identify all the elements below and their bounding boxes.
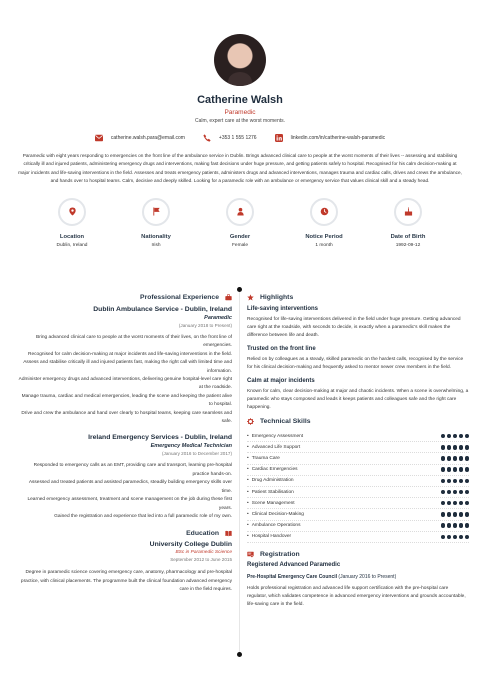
education-heading (14, 530, 232, 537)
phone-icon (203, 134, 211, 142)
stat-label: Date of Birth (390, 233, 426, 240)
job-bullet: Assessed and treated patients and assisted paramedics, steadily building emergency skills over time. (28, 480, 232, 494)
profile-summary: Paramedic with eight years responding to emergencies on the front line of the ambulance service in Dublin. Brings advanced clinical care to people at the worst moments of their lives -- assessing and stabilising critically ill and injured patients, administering emergency drugs and interventions, making fast decisions under huge pressure, and getting patients safely to hospital. Recognised for his calm decision-making at major incidents and life-saving interventions in the field. Assesses and treats emergency patients, administers drugs and advanced interventions, manages trauma and cardiac calls, drives and crews the ambulance, and hands over to hospital teams. Calm, decisive and deeply skilled. Looking for a paramedic role with an ambulance or emergency service that values clinical skill and a steady head. (18, 153, 462, 184)
education-heading-text: Education (186, 530, 219, 538)
timeline-bottom-dot (237, 652, 242, 657)
job-bullet: Drive and crew the ambulance and hand over clearly to hospital teams, keeping care seamless and safe. (21, 410, 232, 425)
skill-name: • Trauma Care (247, 456, 280, 461)
job-bullet: Learned emergency assessment, treatment and scene management on the job during these first years. (27, 497, 232, 511)
registration-title: Registered Advanced Paramedic (247, 561, 341, 568)
job-dates: (January 2016 to December 2017) (162, 451, 232, 457)
email-text: catherine.walsh.para@email.com (110, 135, 185, 141)
skill-level-dot (447, 467, 452, 472)
skill-row (247, 487, 469, 498)
skills-heading (247, 418, 469, 425)
skill-level-dot (447, 535, 452, 540)
skill-level-dots (441, 512, 470, 517)
highlight-title: Calm at major incidents (247, 378, 315, 384)
job-bullet: Gained the registration and experience that led into a full paramedic role of my own. (54, 513, 232, 519)
resume-header (0, 0, 480, 142)
clock-icon (320, 207, 329, 216)
highlight-item (247, 306, 469, 340)
skill-level-dots (441, 445, 470, 450)
stat-value: Female (232, 242, 248, 248)
skill-level-dot (447, 512, 452, 517)
job-title: Paramedic (204, 315, 232, 321)
stat-nationality (126, 198, 186, 248)
skill-level-dot (447, 445, 452, 450)
stat-label: Gender (229, 233, 251, 240)
stat-date-of-birth (378, 198, 438, 248)
job-bullet: Bring advanced clinical care to people at the worst moments of their lives, on the front line of emergencies. (36, 335, 232, 349)
skill-level-dot (453, 490, 458, 495)
registration-dates: (January 2016 to Present) (338, 573, 397, 580)
phone-text: +353 1 555 1276 (218, 135, 257, 141)
linkedin-icon (275, 134, 283, 142)
skill-level-dot (441, 467, 446, 472)
skill-level-dot (465, 501, 470, 506)
skill-level-dot (453, 434, 458, 439)
skill-level-dot (447, 490, 452, 495)
skill-name: • Scene Management (247, 501, 295, 506)
skill-row (247, 442, 469, 453)
skill-level-dot (447, 434, 452, 439)
skill-level-dot (453, 535, 458, 540)
skill-level-dots (441, 479, 470, 484)
stat-value: Dublin, Ireland (56, 242, 88, 248)
skill-level-dot (441, 523, 446, 528)
skill-row (247, 532, 469, 543)
job-bullet: Administer emergency drugs and advanced interventions, delivering genuine hospital-level care right at the roadside. (18, 377, 232, 391)
certificate-icon (247, 551, 254, 558)
profile-photo (214, 34, 266, 86)
skill-row (247, 476, 469, 487)
highlight-item (247, 378, 469, 412)
candidate-tagline: Calm, expert care at the worst moments. (194, 118, 286, 124)
skill-level-dot (459, 434, 464, 439)
skills-list (247, 431, 469, 543)
skill-level-dots (441, 523, 470, 528)
skill-level-dot (447, 456, 452, 461)
job-company: Dublin Ambulance Service - Dublin, Ireland (93, 306, 232, 313)
skill-level-dot (441, 456, 446, 461)
candidate-role: Paramedic (224, 109, 256, 116)
registration-text: Holds professional registration and advanced life support certification with the pre-hospital care regulator, which validates competence in advanced emergency interventions and grounds accountable, life-saving care in the field. (247, 585, 466, 607)
education-dates: September 2012 to June 2015 (170, 557, 232, 563)
job-bullet: Assess and stabilise critically ill and injured patients fast, making the right call with limited time and information. (23, 360, 232, 374)
education-school: University College Dublin (149, 541, 232, 549)
job-bullets (14, 334, 232, 426)
skill-level-dot (465, 512, 470, 517)
job-entry (14, 434, 232, 521)
skill-name: • Ambulance Operations (247, 523, 300, 528)
skill-level-dots (441, 535, 470, 540)
stat-value: 1 month (315, 242, 333, 248)
job-bullet: Recognised for calm decision-making at major incidents and life-saving interventions in the field. (28, 351, 232, 357)
stat-label: Nationality (141, 233, 171, 240)
skill-name: • Clinical Decision-Making (247, 512, 304, 517)
job-company: Ireland Emergency Services - Dublin, Ireland (88, 434, 232, 442)
skill-name: • Advanced Life Support (247, 445, 300, 450)
cake-icon (404, 207, 413, 216)
skill-level-dot (459, 535, 464, 540)
person-icon (236, 207, 245, 216)
envelope-icon (95, 134, 103, 142)
job-bullet: Manage trauma, cardiac and medical emergencies, leading the scene and keeping the patient alive to hospital. (21, 393, 232, 408)
skill-level-dot (441, 535, 446, 540)
location-pin-icon (68, 207, 77, 216)
education-degree: BSc in Paramedic Science (175, 550, 232, 556)
skill-row (247, 453, 469, 464)
skill-level-dots (441, 467, 470, 472)
skill-row (247, 498, 469, 509)
job-bullets (14, 462, 232, 521)
skill-level-dot (459, 523, 464, 528)
skill-level-dot (465, 445, 470, 450)
highlight-text: Recognised for life-saving interventions delivered in the field under huge pressure. Getting advanced care right at the roadside, with seconds to decide, is exactly when a paramedic's skill makes the difference between life and death. (247, 317, 461, 338)
timeline-line (239, 292, 240, 652)
skill-row (247, 465, 469, 476)
book-icon (225, 530, 232, 537)
left-column (14, 294, 232, 595)
right-column (247, 294, 469, 609)
skill-level-dot (459, 501, 464, 506)
skill-level-dot (441, 512, 446, 517)
skill-level-dot (441, 434, 446, 439)
skill-level-dot (453, 467, 458, 472)
skill-level-dot (459, 512, 464, 517)
highlight-title: Life-saving interventions (247, 306, 319, 312)
skill-level-dot (459, 467, 464, 472)
gear-icon (247, 418, 254, 425)
personal-details (30, 198, 450, 248)
skill-level-dot (453, 512, 458, 517)
highlight-text: Relied on by colleagues as a steady, skilled paramedic on the hardest calls, recognised by the service for his clinical decision-making and frequently asked to mentor newer crew members in the field. (247, 357, 464, 370)
experience-heading (14, 294, 232, 301)
skill-level-dot (459, 445, 464, 450)
briefcase-icon (225, 294, 232, 301)
skill-level-dots (441, 434, 470, 439)
contact-bar (0, 134, 480, 142)
skill-level-dot (453, 456, 458, 461)
skill-level-dot (465, 479, 470, 484)
stat-label: Location (59, 233, 85, 240)
skill-row (247, 509, 469, 520)
stat-location (42, 198, 102, 248)
skill-level-dot (459, 490, 464, 495)
skill-level-dot (441, 445, 446, 450)
contact-linkedin[interactable] (275, 134, 386, 142)
skill-row (247, 521, 469, 532)
skill-level-dot (459, 456, 464, 461)
skill-level-dot (465, 523, 470, 528)
registration-issuer-line (247, 574, 469, 580)
skill-level-dot (453, 445, 458, 450)
skill-level-dot (441, 501, 446, 506)
skill-level-dot (441, 490, 446, 495)
skill-level-dot (459, 479, 464, 484)
skill-name: • Drug Administration (247, 478, 294, 483)
job-dates: (January 2018 to Present) (178, 323, 232, 328)
stat-gender (210, 198, 270, 248)
skill-name: • Emergency Assessment (247, 434, 303, 439)
skill-name: • Patient Stabilisation (247, 490, 294, 495)
registration-body: Pre-Hospital Emergency Care Council (247, 573, 338, 580)
job-title: Emergency Medical Technician (150, 443, 232, 450)
skill-level-dot (465, 490, 470, 495)
skill-level-dot (453, 501, 458, 506)
skill-name: • Hospital Handover (247, 534, 291, 539)
flag-icon (152, 207, 161, 216)
education-description: Degree in paramedic science covering emergency care, anatomy, pharmacology and pre-hospital practice, with clinical placements. The programme built the clinical foundation advanced emergency care in the field requires. (20, 570, 232, 593)
skill-level-dot (465, 434, 470, 439)
highlight-item (247, 346, 469, 372)
skill-level-dot (465, 467, 470, 472)
highlight-text: Known for calm, clear decision-making at major and chaotic incidents. When a scene is overwhelming, a paramedic who stays composed and leads it keeps patients and colleagues safe and the right care happening. (247, 389, 469, 410)
skill-level-dots (441, 456, 470, 461)
highlight-title: Trusted on the front line (247, 346, 316, 352)
stat-label: Notice Period (305, 233, 343, 240)
stat-notice-period (294, 198, 354, 248)
highlights-heading (247, 294, 469, 301)
skill-level-dot (441, 479, 446, 484)
skill-row (247, 431, 469, 442)
contact-phone[interactable] (203, 134, 257, 142)
experience-heading-text: Professional Experience (140, 294, 219, 301)
registration-heading-text: Registration (260, 550, 300, 558)
skill-level-dot (453, 479, 458, 484)
contact-email[interactable] (95, 134, 185, 142)
skill-level-dot (447, 523, 452, 528)
registration-heading (247, 551, 469, 558)
candidate-name: Catherine Walsh (197, 94, 283, 106)
highlights-heading-text: Highlights (260, 294, 294, 301)
skill-level-dot (453, 523, 458, 528)
stat-value: Irish (151, 242, 161, 248)
stat-value: 1992-09-12 (395, 242, 421, 248)
skill-level-dot (447, 501, 452, 506)
skill-level-dot (465, 535, 470, 540)
skill-level-dot (465, 456, 470, 461)
skill-name: • Cardiac Emergencies (247, 467, 298, 472)
skill-level-dot (447, 479, 452, 484)
linkedin-text: linkedin.com/in/catherine-walsh-paramedic (290, 135, 386, 141)
skills-heading-text: Technical Skills (260, 418, 311, 425)
job-entry (14, 306, 232, 426)
job-bullet: Responded to emergency calls as an EMT, providing care and transport, learning pre-hospital practice hands-on. (33, 463, 232, 477)
skill-level-dots (441, 501, 470, 506)
skill-level-dots (441, 490, 470, 495)
star-icon (247, 294, 254, 301)
